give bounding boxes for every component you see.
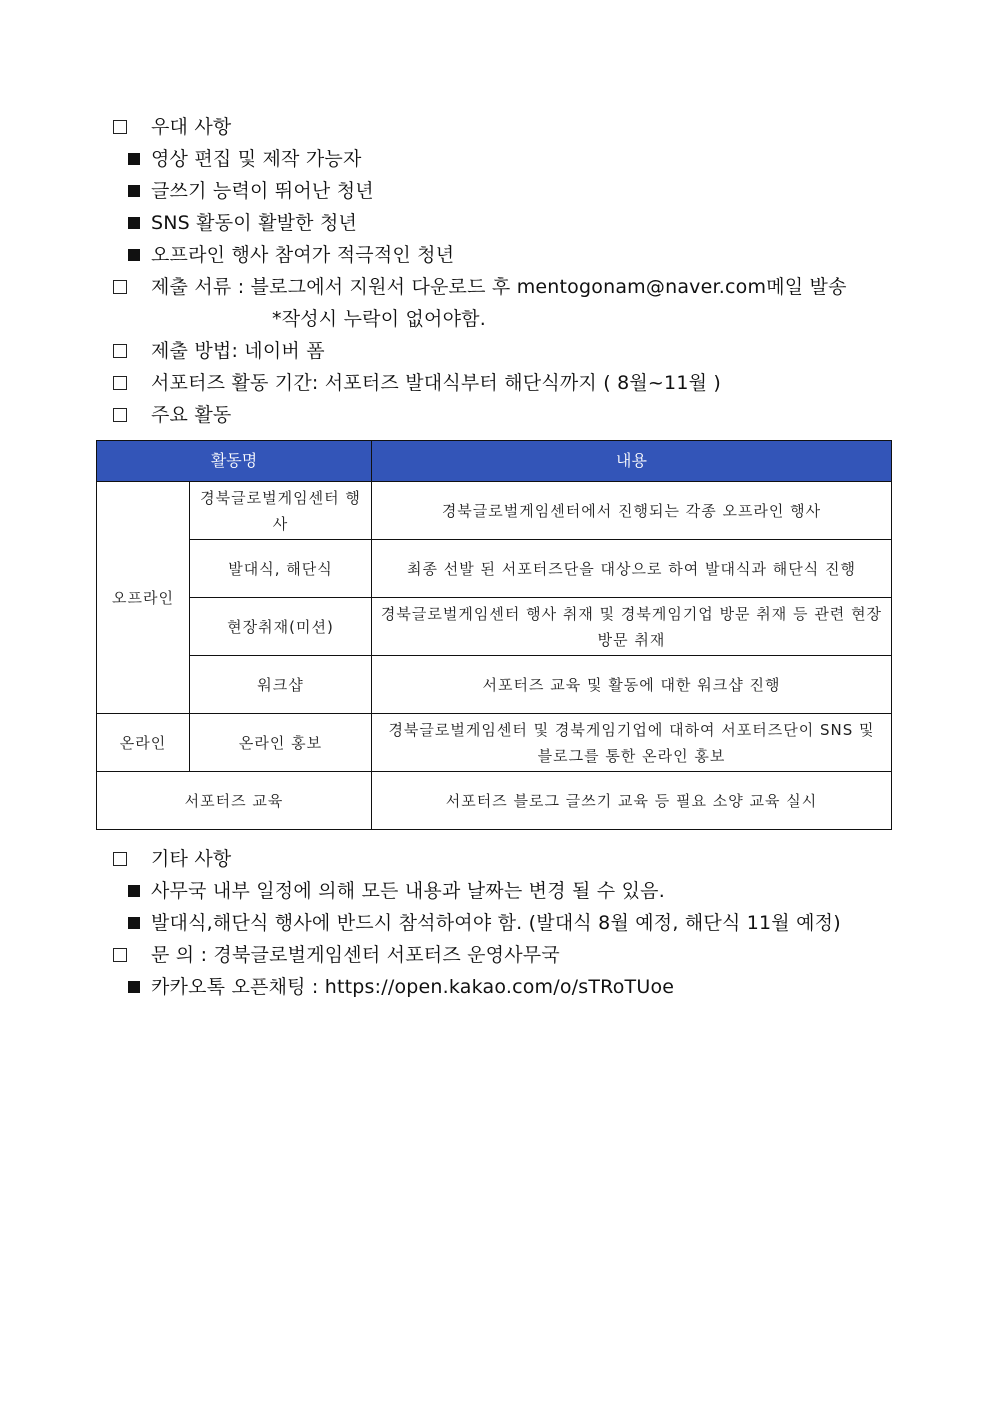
activities-table [96,440,892,830]
filled-square-bullet-icon [128,185,140,197]
section-documents [113,271,847,303]
section-etc [113,843,231,875]
hollow-square-icon [113,408,127,422]
hollow-square-icon [113,852,127,866]
filled-square-bullet-icon [128,917,140,929]
documents-note: *작성시 누락이 없어야함. [272,308,486,330]
section-title: 주요 활동 [151,404,232,426]
section-title: 기타 사항 [151,848,232,870]
list-item: 오프라인 행사 참여가 적극적인 청년 [128,239,454,271]
section-title: 제출 방법: 네이버 폼 [151,340,325,362]
section-title: 제출 서류 : 블로그에서 지원서 다운로드 후 mentogonam@naver.com메일 발송 [151,276,847,298]
section-title: 문 의 : 경북글로벌게임센터 서포터즈 운영사무국 [151,944,560,966]
filled-square-bullet-icon [128,153,140,165]
activity-name: 경북글로벌게임센터 행사 [190,482,372,540]
activity-content: 경북글로벌게임센터 및 경북게임기업에 대하여 서포터즈단이 SNS 및 블로그를 통한 온라인 홍보 [372,714,892,772]
hollow-square-icon [113,344,127,358]
list-item: 발대식,해단식 행사에 반드시 참석하여야 함. (발대식 8월 예정, 해단식 11월 예정) [128,907,841,939]
hollow-square-icon [113,120,127,134]
hollow-square-icon [113,280,127,294]
header-content: 내용 [372,441,892,482]
activity-name: 발대식, 해단식 [190,540,372,598]
filled-square-bullet-icon [128,249,140,261]
hollow-square-icon [113,948,127,962]
group-offline: 오프라인 [97,482,190,714]
list-item: 사무국 내부 일정에 의해 모든 내용과 날짜는 변경 될 수 있음. [128,875,665,907]
header-activity-name: 활동명 [97,441,372,482]
activity-name: 워크샵 [190,656,372,714]
section-title: 서포터즈 활동 기간: 서포터즈 발대식부터 해단식까지 ( 8월~11월 ) [151,372,722,394]
list-item: SNS 활동이 활발한 청년 [128,207,357,239]
filled-square-bullet-icon [128,217,140,229]
activity-content: 경북글로벌게임센터 행사 취재 및 경북게임기업 방문 취재 등 관련 현장 방문 취재 [372,598,892,656]
section-preference [113,111,231,143]
section-title: 우대 사항 [151,116,232,138]
table-row [97,656,892,714]
activity-content: 서포터즈 교육 및 활동에 대한 워크샵 진행 [372,656,892,714]
kakao-openchat-link[interactable]: 카카오톡 오픈채팅 : https://open.kakao.com/o/sTRoTUoe [151,976,675,998]
table-row [97,540,892,598]
activity-name: 현장취재(미션) [190,598,372,656]
table-row [97,714,892,772]
activity-content: 서포터즈 블로그 글쓰기 교육 등 필요 소양 교육 실시 [372,772,892,830]
table-row [97,598,892,656]
activity-name: 온라인 홍보 [190,714,372,772]
section-contact [113,939,560,971]
hollow-square-icon [113,376,127,390]
filled-square-bullet-icon [128,885,140,897]
table-row [97,482,892,540]
activity-content: 경북글로벌게임센터에서 진행되는 각종 오프라인 행사 [372,482,892,540]
activity-content: 최종 선발 된 서포터즈단을 대상으로 하여 발대식과 해단식 진행 [372,540,892,598]
section-activities [113,399,231,431]
section-period [113,367,721,399]
group-online: 온라인 [97,714,190,772]
list-item: 글쓰기 능력이 뛰어난 청년 [128,175,374,207]
section-method [113,335,325,367]
filled-square-bullet-icon [128,981,140,993]
table-header-row [97,441,892,482]
table-row [97,772,892,830]
list-item: 영상 편집 및 제작 가능자 [128,143,362,175]
activity-name: 서포터즈 교육 [97,772,372,830]
list-item [128,971,674,1003]
